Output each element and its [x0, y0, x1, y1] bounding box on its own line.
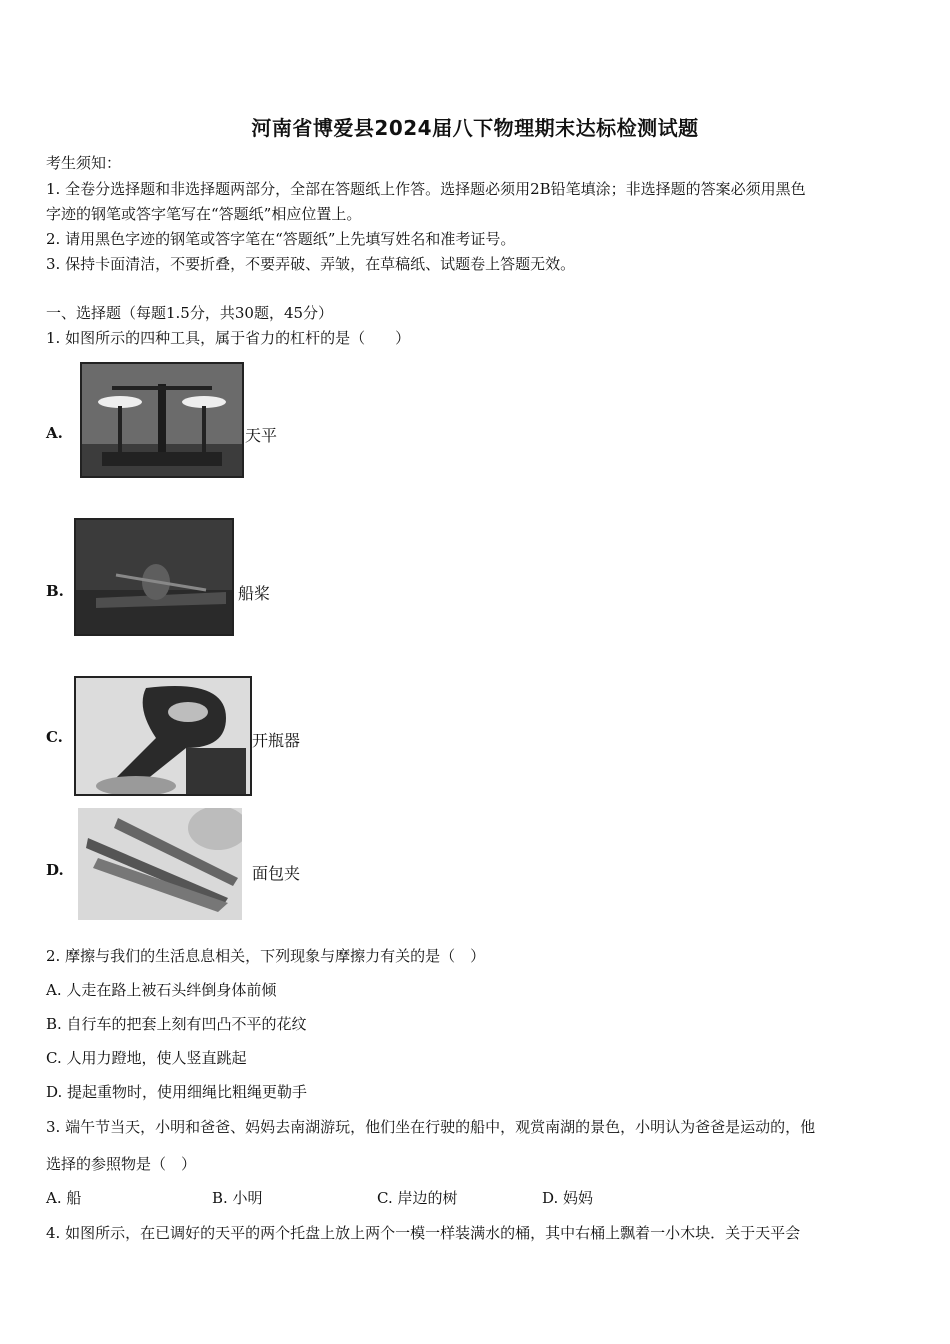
notice-item: 3. 保持卡面清洁，不要折叠，不要弄破、弄皱，在草稿纸、试题卷上答题无效。 — [46, 255, 576, 273]
option-letter: C. — [46, 728, 63, 746]
question-2-stem: 2. 摩擦与我们的生活息息相关，下列现象与摩擦力有关的是（ ） — [46, 947, 486, 965]
question-2-option: A. 人走在路上被石头绊倒身体前倾 — [46, 981, 277, 999]
question-1-stem: 1. 如图所示的四种工具，属于省力的杠杆的是（ ） — [46, 329, 411, 347]
question-3-stem-continued: 选择的参照物是（ ） — [46, 1155, 197, 1173]
option-letter: A. — [46, 424, 63, 442]
option-caption: 面包夹 — [252, 864, 301, 883]
option-caption: 船桨 — [238, 584, 271, 603]
section-heading: 一、选择题（每题1.5分，共30题，45分） — [46, 304, 334, 322]
question-2-option: D. 提起重物时，使用细绳比粗绳更勒手 — [46, 1083, 308, 1101]
question-2-option: C. 人用力蹬地，使人竖直跳起 — [46, 1049, 247, 1067]
question-3-option: C. 岸边的树 — [377, 1189, 458, 1207]
question-3-stem: 3. 端午节当天，小明和爸爸、妈妈去南湖游玩，他们坐在行驶的船中，观赏南湖的景色，小明认为爸爸是运动的，他 — [46, 1118, 816, 1136]
bottle-opener-image — [74, 676, 252, 796]
balance-image — [80, 362, 244, 478]
bread-tongs-image — [76, 806, 244, 922]
option-caption: 天平 — [245, 426, 278, 445]
question-3-option: A. 船 — [46, 1189, 82, 1207]
notice-item: 2. 请用黑色字迹的钢笔或答字笔在“答题纸”上先填写姓名和准考证号。 — [46, 230, 516, 248]
notice-item: 字迹的钢笔或答字笔写在“答题纸”相应位置上。 — [46, 205, 362, 223]
question-3-option: D. 妈妈 — [542, 1189, 594, 1207]
option-letter: B. — [46, 582, 64, 600]
question-3-option: B. 小明 — [212, 1189, 263, 1207]
page-title: 河南省博爱县2024届八下物理期末达标检测试题 — [251, 116, 699, 140]
question-4-stem: 4. 如图所示，在已调好的天平的两个托盘上放上两个一模一样装满水的桶，其中右桶上飘着一小木块．关于天平会 — [46, 1224, 801, 1242]
option-caption: 开瓶器 — [252, 731, 301, 750]
notice-item: 1. 全卷分选择题和非选择题两部分，全部在答题纸上作答。选择题必须用2B铅笔填涂；非选择题的答案必须用黑色 — [46, 180, 806, 198]
notice-heading: 考生须知： — [46, 154, 122, 172]
option-letter: D. — [46, 861, 64, 879]
question-2-option: B. 自行车的把套上刻有凹凸不平的花纹 — [46, 1015, 307, 1033]
oar-image — [74, 518, 234, 636]
